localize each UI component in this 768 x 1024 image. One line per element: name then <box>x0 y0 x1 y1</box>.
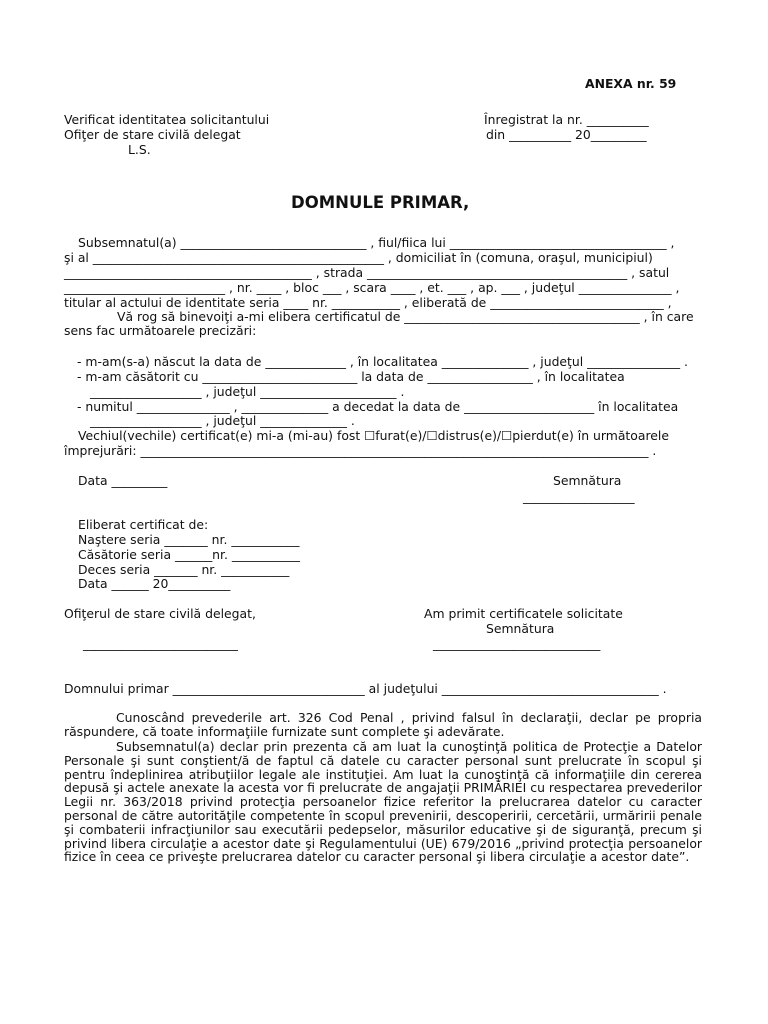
form-line: Vă rog să binevoiţi a-mi elibera certificatul de ______________________________________ , în care <box>117 309 694 324</box>
data-protection-declaration: Subsemnatul(a) declar prin prezenta că am luat la cunoştinţă politica de Protecţie a Datelor Personale şi sunt conştient/ă de faptul că datele cu caracter personal sunt prelucrate în scopul şi pentru îndeplinirea atribuţiilor legale ale instituţiei. Am luat la cunoştinţă că informaţiile din cererea depusă şi actele anexate la acesta vor fi prelucrate de angajaţii PRIMĂRIEI cu respectarea prevederilor Legii nr. 363/2018 privind protecţia persoanelor fizice referitor la prelucrarea datelor cu caracter personal de către autorităţile competente în scopul prevenirii, descoperirii, cercetării, urmăririi penale şi combaterii infracţiunilor sau executării pedepselor, măsurilor educative şi de siguranţă, precum şi privind libera circulaţie a acestor date şi Regulamentului (UE) 679/2016 „privind protecţia persoanelor fizice în ceea ce priveşte prelucrarea datelor cu caracter personal şi libera circulaţie a acestor date”. <box>64 739 702 865</box>
verified-identity-label: Verificat identitatea solicitantului <box>64 112 270 127</box>
received-signature-label: Semnătura <box>486 621 555 636</box>
form-line: titular al actului de identitate seria ____ nr. ___________ , eliberată de ____________________________ , <box>64 295 672 310</box>
mayor-county-line: Domnului primar _______________________________ al judeţului ___________________________________ . <box>64 681 667 696</box>
date-field: Data _________ <box>78 473 168 488</box>
signature-line: __________________ <box>523 489 635 504</box>
registration-date-field: din __________ 20_________ <box>486 127 647 142</box>
form-line: Vechiul(vechile) certificat(e) mi-a (mi-au) fost ☐furat(e)/☐distrus(e)/☐pierdut(e) în următoarele <box>78 428 669 443</box>
received-signature-line: ___________________________ <box>433 636 601 651</box>
form-line: împrejurări: __________________________________________________________________________________ . <box>64 443 657 458</box>
birth-certificate-series: Naştere seria _______ nr. ___________ <box>78 532 300 547</box>
registration-number-field: Înregistrat la nr. __________ <box>484 112 649 127</box>
form-line: şi al _______________________________________________ , domiciliat în (comuna, oraşul, municipiul) <box>64 250 653 265</box>
form-line: __________________ , judeţul ______________________ . <box>90 384 405 399</box>
officer-label: Ofiţerul de stare civilă delegat, <box>64 606 256 621</box>
ls-stamp-label: L.S. <box>128 142 151 157</box>
signature-label: Semnătura <box>553 473 622 488</box>
officer-signature-line: _________________________ <box>83 636 238 651</box>
form-line: ________________________________________ , strada __________________________________________ , satul <box>64 265 670 280</box>
form-line: __________________ , judeţul ______________ . <box>90 413 355 428</box>
death-certificate-series: Deces seria _______ nr. ___________ <box>78 562 290 577</box>
page-title: DOMNULE PRIMAR, <box>291 193 470 212</box>
form-line: Subsemnatul(a) ______________________________ , fiul/fiica lui ___________________________________ , <box>78 235 675 250</box>
issued-certificate-heading: Eliberat certificat de: <box>78 517 209 532</box>
form-line: - numitul _______________ , ______________ a decedat la data de _____________________ în localitatea <box>77 399 679 414</box>
form-line: sens fac următoarele precizări: <box>64 323 257 338</box>
annex-number: ANEXA nr. 59 <box>585 76 677 91</box>
received-certificates-label: Am primit certificatele solicitate <box>424 606 623 621</box>
form-line: - m-am(s-a) născut la data de _____________ , în localitatea ______________ , judeţul _______________ . <box>77 354 688 369</box>
criminal-code-declaration: Cunoscând prevederile art. 326 Cod Penal , privind falsul în declaraţii, declar pe propria răspundere, că toate informaţiile furnizate sunt complete şi adevărate. <box>64 710 702 739</box>
delegated-officer-label: Ofiţer de stare civilă delegat <box>64 127 241 142</box>
form-line: __________________________ , nr. ____ , bloc ___ , scara ____ , et. ___ , ap. ___ , judeţul _______________ , <box>64 280 680 295</box>
issue-date-field: Data ______ 20__________ <box>78 576 231 591</box>
form-line: - m-am căsătorit cu _________________________ la data de _________________ , în localitatea <box>77 369 625 384</box>
marriage-certificate-series: Căsătorie seria ______nr. ___________ <box>78 547 300 562</box>
